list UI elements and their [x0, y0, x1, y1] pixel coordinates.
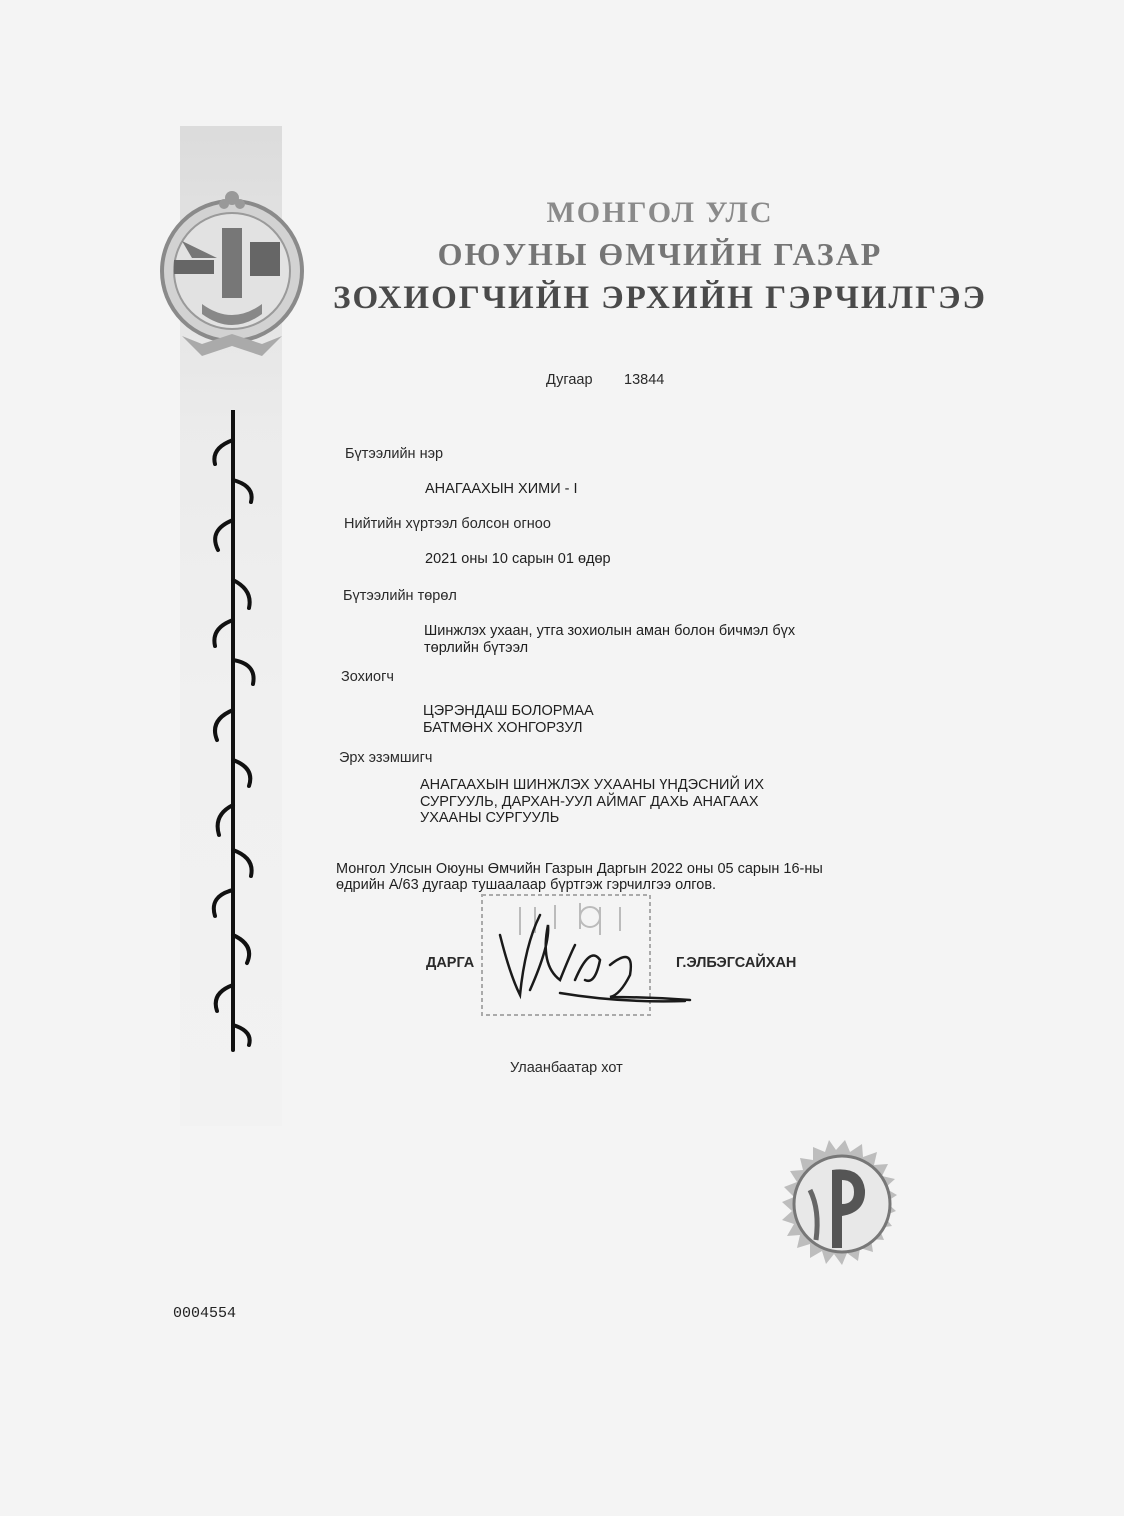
work-type-line2: төрлийн бүтээл: [424, 640, 529, 656]
holder-line1: АНАГААХЫН ШИНЖЛЭХ УХААНЫ ҮНДЭСНИЙ ИХ: [420, 777, 765, 793]
signature-name: Г.ЭЛБЭГСАЙХАН: [676, 955, 797, 971]
publication-date-value: 2021 оны 10 сарын 01 өдөр: [425, 551, 611, 567]
holder-label: Эрх эзэмшигч: [339, 750, 433, 766]
holder-line2: СУРГУУЛЬ, ДАРХАН-УУЛ АЙМАГ ДАХЬ АНАГААХ: [420, 794, 759, 810]
work-type-label: Бүтээлийн төрөл: [343, 588, 457, 604]
work-name-label: Бүтээлийн нэр: [345, 446, 444, 462]
author-2: БАТМӨНХ ХОНГОРЗУЛ: [423, 720, 583, 736]
signature-stamp: [460, 885, 700, 1025]
work-name-value: АНАГААХЫН ХИМИ - I: [425, 481, 578, 497]
publication-date-label: Нийтийн хүртээл болсон огноо: [344, 516, 551, 532]
decree-line2: өдрийн А/63 дугаар тушаалаар бүртгэж гэрчилгээ олгов.: [336, 877, 717, 893]
author-1: ЦЭРЭНДАШ БОЛОРМАА: [423, 703, 594, 719]
country-title: МОНГОЛ УЛС: [546, 196, 774, 229]
number-label: Дугаар: [546, 372, 593, 388]
state-emblem-icon: [152, 186, 312, 366]
signature-title: ДАРГА: [426, 955, 475, 971]
ip-office-seal-icon: [770, 1140, 920, 1280]
number-value: 13844: [624, 372, 665, 388]
place: Улаанбаатар хот: [510, 1060, 623, 1076]
author-label: Зохиогч: [341, 669, 394, 685]
document-title: ЗОХИОГЧИЙН ЭРХИЙН ГЭРЧИЛГЭЭ: [333, 280, 987, 316]
work-type-line1: Шинжлэх ухаан, утга зохиолын аман болон бичмэл бүх: [424, 623, 796, 639]
serial-number: 0004554: [173, 1305, 237, 1322]
decree-line1: Монгол Улсын Оюуны Өмчийн Газрын Даргын 2022 оны 05 сарын 16-ны: [336, 861, 823, 877]
mongol-script-text: [198, 410, 268, 1060]
holder-line3: УХААНЫ СУРГУУЛЬ: [420, 810, 560, 826]
agency-title: ОЮУНЫ ӨМЧИЙН ГАЗАР: [437, 236, 883, 272]
